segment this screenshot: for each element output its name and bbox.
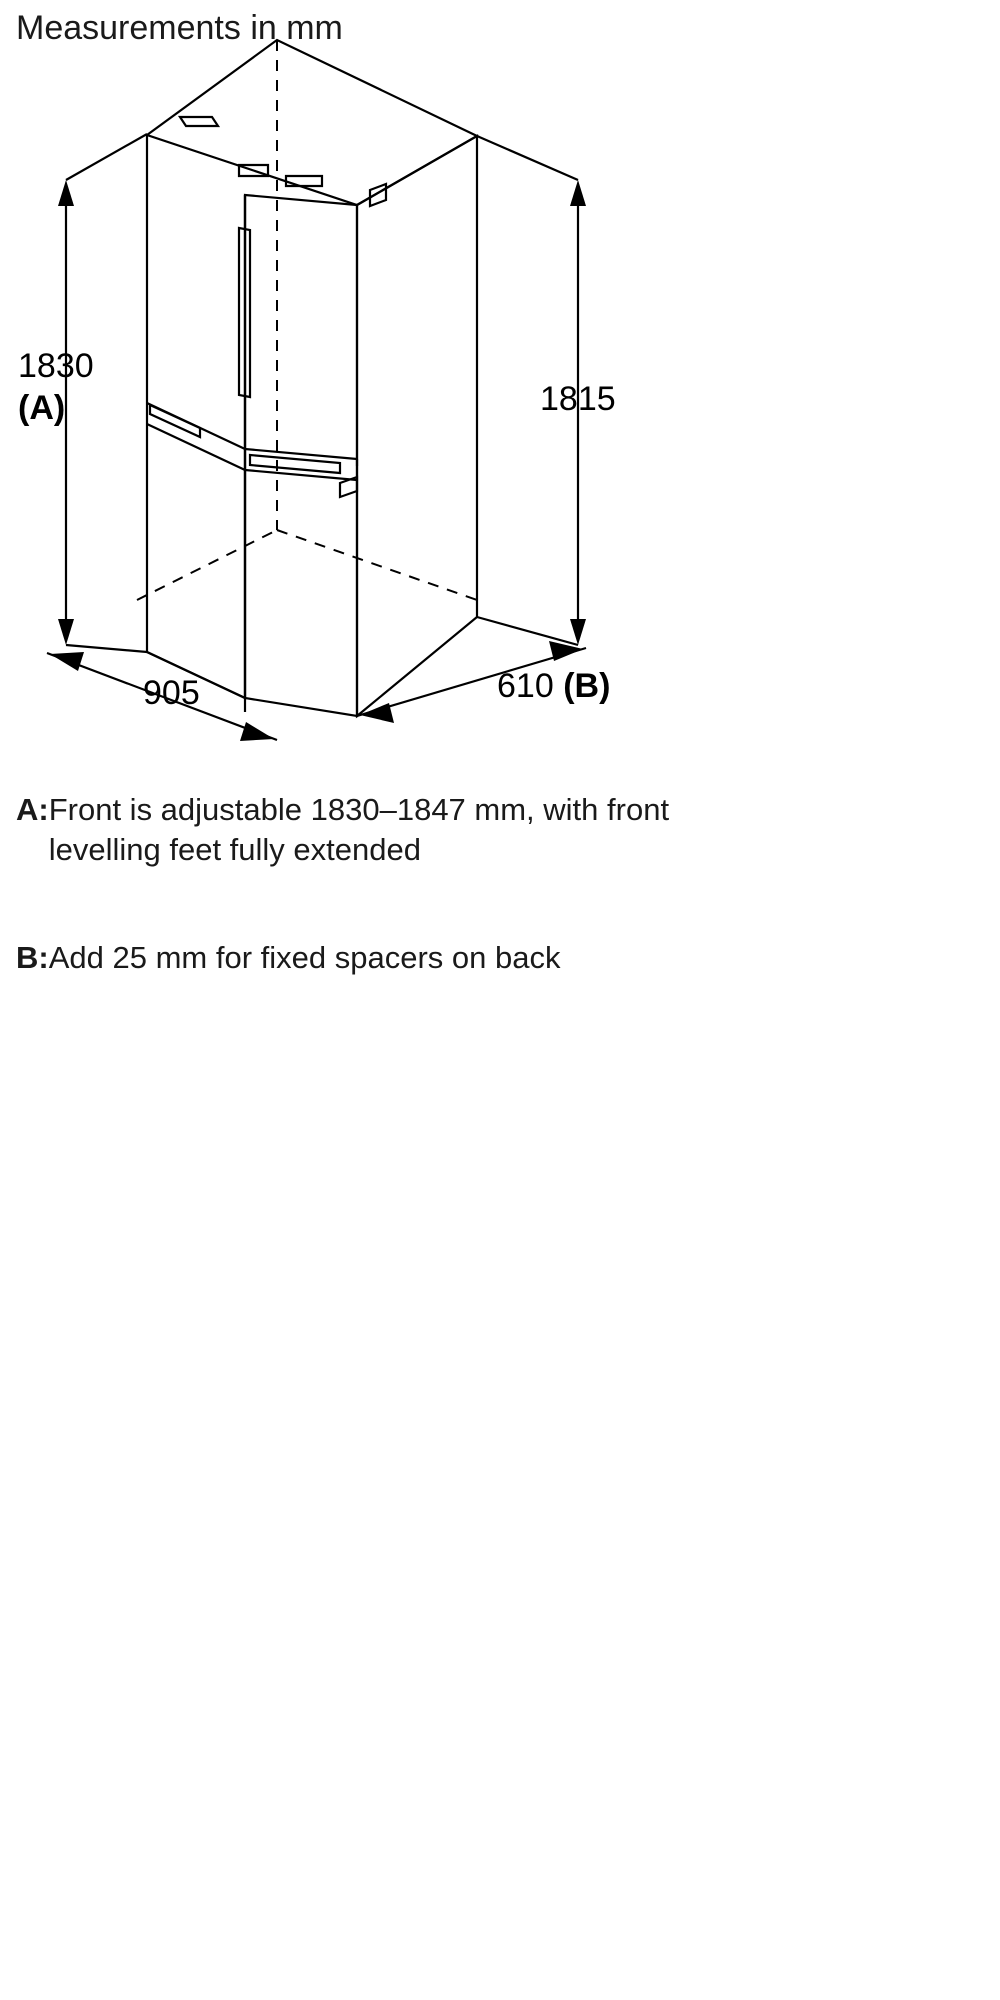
dimension-marker-a: (A) <box>18 389 66 427</box>
door-split-horizontal-front <box>245 449 357 459</box>
arrowhead-down-right <box>570 619 586 645</box>
arrowhead-depth-left <box>360 703 394 723</box>
note-a-tag: A: <box>16 792 49 827</box>
note-b-tag: B: <box>16 940 49 975</box>
note-b-text: Add 25 mm for fixed spacers on back <box>48 940 561 975</box>
arrowhead-up-left <box>58 180 74 206</box>
note-b <box>16 938 756 978</box>
cabinet-right-side-face <box>357 136 477 716</box>
page-title: Measurements in mm <box>16 9 343 47</box>
dimension-label-depth <box>497 665 610 707</box>
ext-line-top-right <box>477 136 578 180</box>
cabinet-top-face <box>147 40 477 205</box>
arrowhead-width-right <box>240 722 274 741</box>
arrowhead-up-right <box>570 180 586 206</box>
dimension-label-width: 905 <box>143 674 200 712</box>
handle-lower-door <box>250 455 340 473</box>
ext-line-top-left <box>66 134 147 180</box>
door-split-horizontal-lower-left <box>147 424 245 470</box>
dimension-value-1830: 1830 <box>18 347 94 385</box>
dimension-value-610: 610 <box>497 667 554 705</box>
handle-top-right <box>286 176 322 186</box>
top-recess-detail <box>180 117 218 126</box>
dimension-label-height-front <box>18 345 94 429</box>
dimension-marker-b: (B) <box>563 667 611 705</box>
note-a-text: Front is adjustable 1830–1847 mm, with front levelling feet fully extended <box>48 792 670 867</box>
arrowhead-down-left <box>58 619 74 645</box>
arrowhead-width-left <box>50 652 84 671</box>
ext-line-bottom-right <box>477 617 578 645</box>
dimension-label-height-back: 1815 <box>540 380 616 418</box>
cabinet-left-side-face <box>147 135 245 698</box>
ext-line-bottom-left <box>66 645 147 652</box>
hidden-edge-back-bottom-left <box>137 530 277 600</box>
note-a <box>16 790 756 870</box>
handle-left-lower-lip <box>150 405 200 437</box>
hidden-edge-back-bottom-right <box>277 530 477 600</box>
